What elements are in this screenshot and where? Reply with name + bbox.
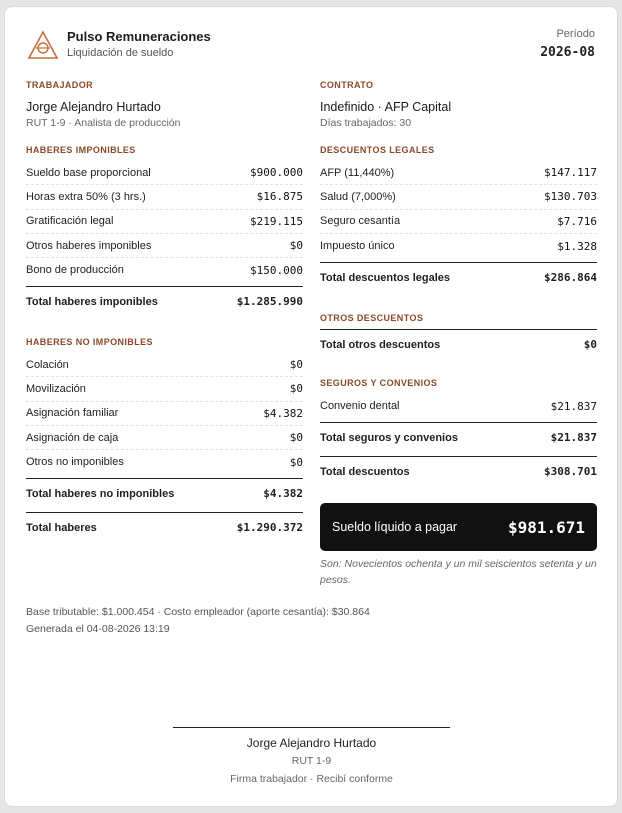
contract-detail: Días trabajados: 30 [320,117,412,129]
signature-line [173,727,450,728]
table-row: Otros haberes imponibles $0 [26,234,303,258]
worker-section [26,80,303,129]
table-row: Horas extra 50% (3 hrs.) $16.875 [26,185,303,209]
contract-name: Indefinido · AFP Capital [320,100,452,114]
table-row: Salud (7,000%) $130.703 [320,185,597,209]
table-row: Asignación familiar $4.382 [26,402,303,426]
payslip-header [27,27,595,67]
other-deductions-section [320,313,597,359]
table-row: Movilización $0 [26,377,303,401]
document-subtitle: Liquidación de sueldo [67,47,174,59]
period-label: Período [556,28,595,40]
payslip-page [4,6,618,807]
footer-tax-base: Base tributable: $1.000.454 · Costo empleador (aporte cesantía): $30.864 [26,606,370,618]
table-row: Otros no imponibles $0 [26,455,303,469]
contract-title: CONTRATO [320,80,374,90]
table-row: Impuesto único $1.328 [320,239,597,253]
table-row: Sueldo base proporcional $900.000 [26,161,303,185]
table-row: Convenio dental $21.837 [320,399,597,413]
non-taxable-section [26,337,303,542]
worker-title: TRABAJADOR [26,80,93,90]
contract-section [320,80,597,129]
worker-detail: RUT 1-9 · Analista de producción [26,117,181,129]
non-taxable-title: HABERES NO IMPONIBLES [26,337,153,347]
footer-generated: Generada el 04-08-2026 13:19 [26,623,170,635]
total-deductions: Total descuentos $308.701 [320,456,597,486]
net-pay-box [320,503,597,551]
table-row: Bono de producción $150.000 [26,263,303,277]
insurance-title: SEGUROS Y CONVENIOS [320,378,438,388]
non-taxable-total: Total haberes no imponibles $4.382 [26,478,303,508]
other-deductions-title: OTROS DESCUENTOS [320,313,424,323]
worker-name: Jorge Alejandro Hurtado [26,100,161,114]
net-pay-amount: $981.671 [507,517,585,537]
table-row: AFP (11,440%) $147.117 [320,161,597,185]
taxable-section [26,145,303,316]
insurance-section [320,378,597,486]
signature-caption: Firma trabajador · Recibí conforme [230,773,393,785]
legal-deductions-title: DESCUENTOS LEGALES [320,145,435,155]
table-row: Gratificación legal $219.115 [26,210,303,234]
taxable-title: HABERES IMPONIBLES [26,145,136,155]
signature-name: Jorge Alejandro Hurtado [246,736,377,750]
table-row: Asignación de caja $0 [26,426,303,450]
triangle-logo-icon [27,29,59,61]
amount-in-words: Son: Novecientos ochenta y un mil seiscientos setenta y un pesos. [320,558,597,586]
taxable-total: Total haberes imponibles $1.285.990 [26,286,303,316]
net-pay-label: Sueldo líquido a pagar [332,520,458,534]
table-row: Seguro cesantía $7.716 [320,210,597,234]
total-earnings: Total haberes $1.290.372 [26,512,303,542]
signature-rut: RUT 1-9 [291,755,332,767]
table-row: Colación $0 [26,353,303,377]
legal-deductions-total: Total descuentos legales $286.864 [320,262,597,292]
period-value: 2026-08 [540,45,595,60]
brand-name: Pulso Remuneraciones [67,29,211,44]
insurance-total: Total seguros y convenios $21.837 [320,422,597,452]
other-deductions-total: Total otros descuentos $0 [320,329,597,359]
legal-deductions-section [320,145,597,292]
